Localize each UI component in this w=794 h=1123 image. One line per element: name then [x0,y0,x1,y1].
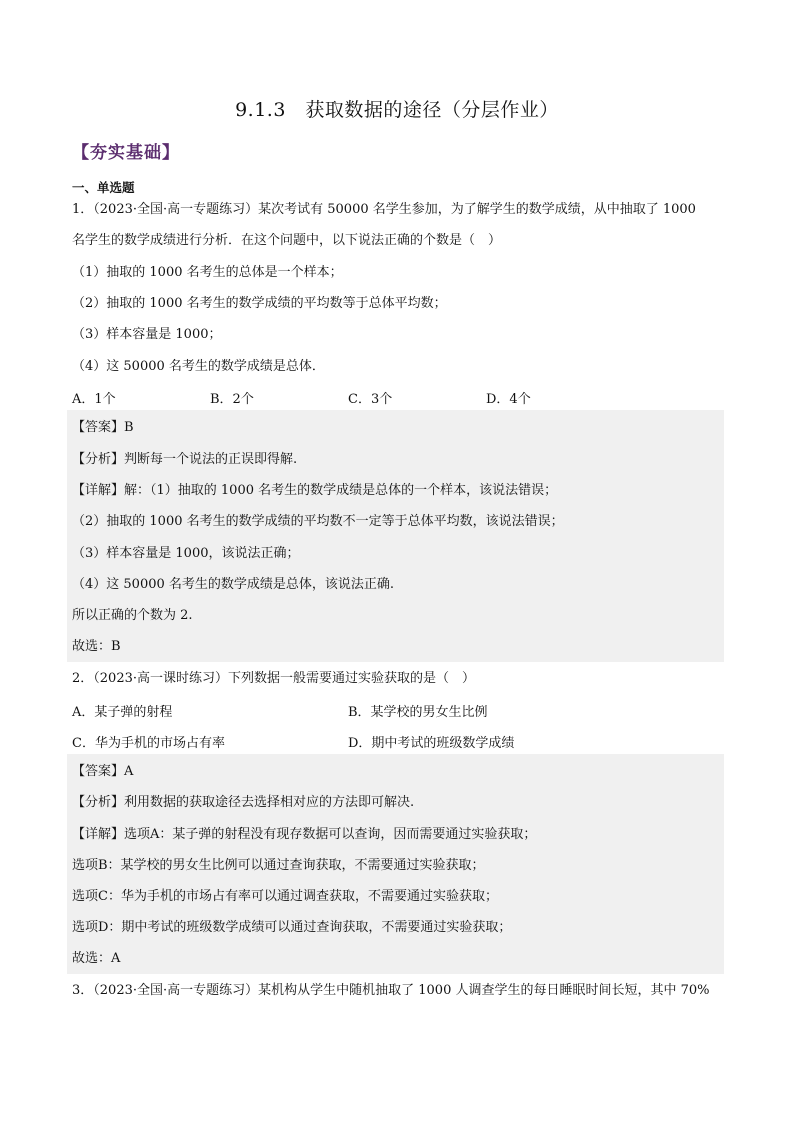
q2-option-d: D．期中考试的班级数学成绩 [348,736,515,751]
q1-option-d: D．4个 [486,392,531,407]
page-title: 9.1.3 获取数据的途径（分层作业） [235,99,559,121]
q1-statement-4: （4）这 50000 名考生的数学成绩是总体． [72,359,325,374]
q2-detail-1: 【详解】选项A：某子弹的射程没有现存数据可以查询，因而需要通过实验获取； [72,827,537,842]
q2-analysis: 【分析】利用数据的获取途径去选择相对应的方法即可解决. [72,795,415,810]
q2-option-a: A．某子弹的射程 [72,705,173,720]
q1-option-c: C．3个 [348,392,393,407]
q3-stem: 3．（2023·全国·高一专题练习）某机构从学生中随机抽取了 1000 人调查学生的每日睡眠时间长短，其中 70% [72,983,710,998]
q2-detail-3: 选项C：华为手机的市场占有率可以通过调查获取，不需要通过实验获取； [72,889,498,904]
q1-stem-line1: 1．（2023·全国·高一专题练习）某次考试有 50000 名学生参加，为了解学生的数学成绩，从中抽取了 1000 [72,202,696,217]
q1-option-a: A．1个 [72,392,116,407]
q2-detail-2: 选项B：某学校的男女生比例可以通过查询获取，不需要通过实验获取； [72,858,485,873]
q2-answer: 【答案】A [72,764,134,779]
q1-option-b: B．2个 [210,392,254,407]
q2-stem: 2．（2023·高一课时练习）下列数据一般需要通过实验获取的是（ ） [72,671,475,686]
q1-statement-1: （1）抽取的 1000 名考生的总体是一个样本； [72,265,343,280]
q1-analysis: 【分析】判断每一个说法的正误即得解. [72,452,298,467]
q2-option-c: C．华为手机的市场占有率 [72,736,225,751]
q1-statement-3: （3）样本容量是 1000； [72,327,222,342]
q1-detail-3: （3）样本容量是 1000，该说法正确； [72,546,300,561]
q1-choose: 故选：B [72,639,121,654]
q1-detail-4: （4）这 50000 名考生的数学成绩是总体，该说法正确. [72,577,395,592]
q1-statement-2: （2）抽取的 1000 名考生的数学成绩的平均数等于总体平均数； [72,296,447,311]
question-type-heading: 一、单选题 [72,180,135,195]
q2-choose: 故选：A [72,951,121,966]
q1-detail-5: 所以正确的个数为 2. [72,608,193,623]
q1-detail-1: 【详解】解：（1）抽取的 1000 名考生的数学成绩是总体的一个样本，该说法错误； [72,483,558,498]
section-heading: 【夯实基础】 [72,143,180,163]
q2-detail-4: 选项D：期中考试的班级数学成绩可以通过查询获取，不需要通过实验获取； [72,920,512,935]
q1-detail-2: （2）抽取的 1000 名考生的数学成绩的平均数不一定等于总体平均数，该说法错误； [72,514,564,529]
q1-answer: 【答案】B [72,420,134,435]
q1-stem-line2: 名学生的数学成绩进行分析．在这个问题中，以下说法正确的个数是（ ） [72,233,502,248]
q2-option-b: B．某学校的男女生比例 [348,705,488,720]
